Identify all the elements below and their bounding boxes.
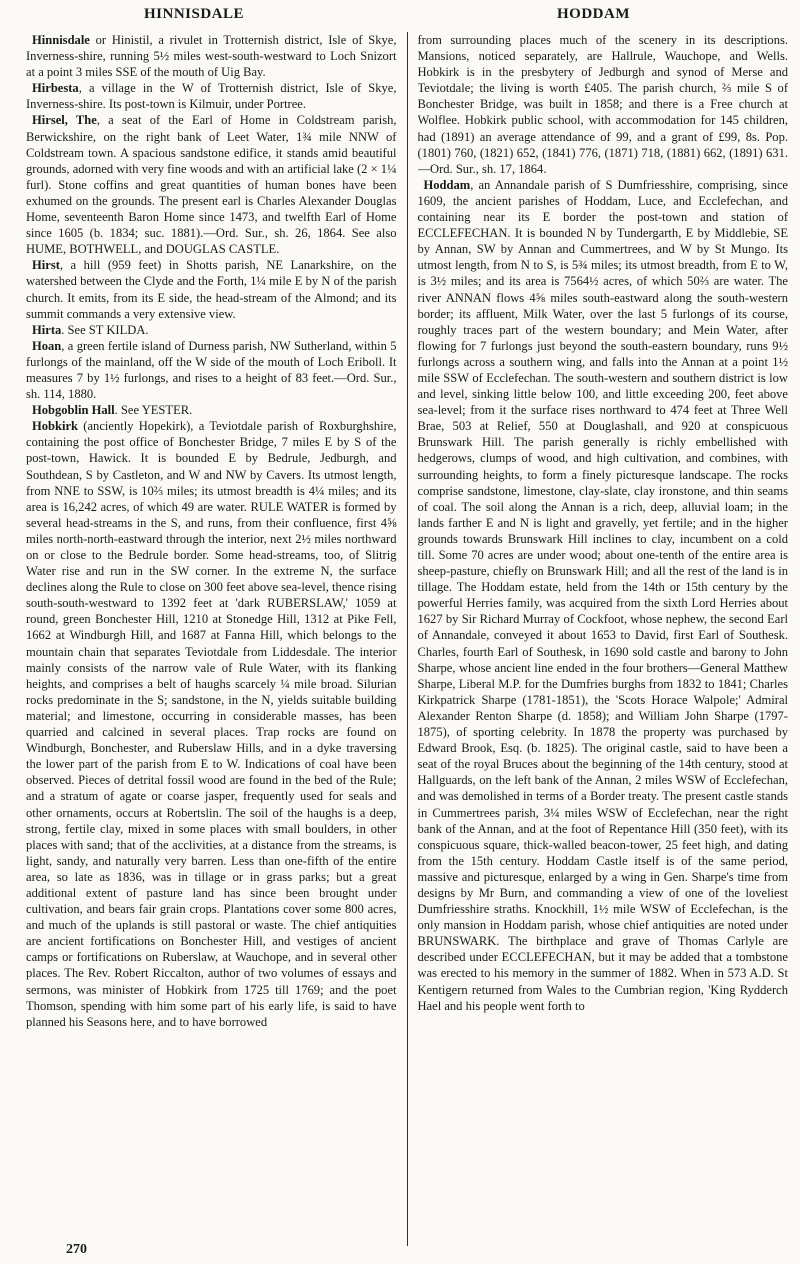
entry-text: from surrounding places much of the scenery in its descriptions. Mansions, noticed separately, are Hallrule, Wauchope, and Wells. Hobkirk is in the presbytery of Jedburgh and synod of Merse and Teviotdale; the living is worth £405. The parish church, ⅔ mile S of Bonchester Bridge, was built in 1858; and there is a Free church at Wolflee. Hobkirk public school, with accommodation for 145 children, had (1891) an average attendance of 99, and a grant of £99, 8s. Pop. (1801) 760, (1821) 652, (1841) 776, (1871) 718, (1881) 662, (1891) 631.—Ord. Sur., sh. 17, 1864. (417, 33, 788, 176)
entry-headword: Hobgoblin Hall (32, 403, 115, 418)
entry-headword: Hinnisdale (32, 33, 90, 47)
gazetteer-entry (26, 402, 397, 418)
gazetteer-entry (26, 80, 397, 112)
gazetteer-entry (26, 322, 397, 338)
entry-headword: Hirbesta (32, 81, 79, 96)
entry-text: , a green fertile island of Durness parish, NW Sutherland, within 5 furlongs of the mainland, off the W side of the mouth of Loch Eriboll. It measures 7 by 1½ furlongs, and rises to a height of 83 feet.—Ord. Sur., sh. 114, 1880. (26, 338, 397, 402)
gazetteer-entry (418, 177, 789, 1014)
entry-headword: Hoan (32, 338, 62, 353)
entry-headword: Hirta (32, 322, 62, 337)
entry-headword: Hirsel, The (32, 113, 97, 128)
entry-text: , a hill (959 feet) in Shotts parish, NE Lanarkshire, on the watershed between the Clyde and the Forth, 1¼ mile E by N of the parish church. It emits, from its E side, the head-stream of the Almond; and its summit commands a very extensive view. (26, 258, 397, 321)
gazetteer-entry (26, 338, 397, 402)
entry-text: , a village in the W of Trotternish district, Isle of Skye, Inverness-shire. Its post-town is Kilmuir, under Portree. (26, 81, 397, 112)
entry-text: or Hinistil, a rivulet in Trotternish district, Isle of Skye, Inverness-shire, running 5½ miles west-south-westward to Loch Snizort at a point 3 miles SSE of the mouth of Uig Bay. (26, 33, 397, 80)
entry-headword: Hobkirk (32, 419, 79, 434)
right-column (418, 32, 789, 1246)
gazetteer-entry (418, 32, 789, 177)
column-divider (407, 32, 408, 1246)
header-right: HODDAM (557, 6, 630, 22)
entry-text: , an Annandale parish of S Dumfriesshire, comprising, since 1609, the ancient parishes of Hoddam, Luce, and Ecclefechan, and containing near its E border the post-town and station of ECCLEFECHAN. It is bounded N by Tundergarth, E by Middlebie, SE by Annan, SW by Annan and Cummertrees, and W by St Mungo. Its utmost length, from N to S, is 5¾ miles; its utmost breadth, from E to W, is 3½ miles; and its area is 7564½ acres, of which 50⅔ are water. The river ANNAN flows 4⅝ miles south-eastward along the south-western border; its affluent, Milk Water, over the last 5 furlongs of its course, roughly traces part of the western boundary; and Mein Water, after flowing for 7 furlongs just beyond the south-eastern boundary, runs 9½ furlongs across a southern wing, and falls into the Annan at a point 1½ mile SSW of Ecclefechan. The south-western and southern district is low and level, sinking little below 100, and little exceeding 200, feet above sea-level; from it the surface rises northward to 474 feet at Three Well Brae, 503 at Relief, 550 at Douglashall, and 920 at conspicuous Brunswark Hill. The parish generally is richly embellished with hedgerows, clumps of wood, and high cultivation, and combines, with surrounding heights, to form a finely picturesque landscape. The rocks comprise sandstone, limestone, clay-slate, clay ironstone, and thin seams of coal. The soil along the Annan is a rich, deep, alluvial loam; in the lands farther E and N is light and gravelly, yet fertile; and in the higher grounds towards Brunswark Hill inclines to clay, incumbent on a cold till. Some 70 acres are under wood; about one-tenth of the entire area is sheep-pasture, chiefly on Brunswark Hill; and all the rest of the land is in tillage. The Hoddam estate, held from the 14th or 15th century by the powerful Herries family, was acquired from the sixth Lord Herries about 1627 by Sir Richard Murray of Cockfoot, whose nephew, the second Earl of Annandale, conveyed it about 1653 to David, first Earl of Southesk. Charles, fourth Earl of Southesk, in 1690 sold castle and barony to John Sharpe, whose ancient line ended in the four brothers—General Matthew Sharpe, Liberal M.P. for the Dumfries burghs from 1832 to 1841; Charles Kirkpatrick Sharpe (1781-1851), the 'Scots Horace Walpole;' Admiral Alexander Renton Sharpe (d. 1858); and William John Sharpe (1797-1875), of sporting celebrity. In 1878 the property was purchased by Edward Brook, Esq. (b. 1825). The original castle, said to have been a seat of the royal Bruces about the beginning of the 14th century, stood at Hallguards, on the left bank of the Annan, 2 miles WSW of Ecclefechan, and was demolished in terms of a Border treaty. The present castle stands in Cummertrees parish, 3¼ miles WSW of Ecclefechan, near the right bank of the Annan, and at the foot of Repentance Hill (350 feet), with its conspicuous square, thick-walled beacon-tower, 25 feet high, and dating from the 15th century. Hoddam Castle itself is of the same period, massive and picturesque, enlarged by a wing in Gen. Sharpe's time from designs by Mr Burn, and commanding a view of one of the loveliest Dumfriesshire straths. Knockhill, 1½ mile WSW of Ecclefechan, is the only mansion in Hoddam parish, whose chief antiquities are noted under BRUNSWARK. The birthplace and grave of Thomas Carlyle are described under ECCLEFECHAN, but it may be added that a tombstone was erected to his memory in the summer of 1882. When in 573 A.D. St Kentigern returned from Wales to the Cumbrian region, 'King Rydderch Hael and his people went forth to (417, 177, 788, 1013)
gazetteer-entry (26, 257, 397, 321)
left-column (26, 32, 397, 1246)
entry-headword: Hirst (32, 258, 60, 273)
entry-text: . See YESTER. (114, 403, 193, 418)
gazetteer-entry (26, 32, 397, 80)
entry-text: . See ST KILDA. (61, 322, 149, 337)
running-header (26, 6, 788, 30)
gazetteer-entry (26, 418, 397, 1030)
header-left: HINNISDALE (144, 6, 245, 22)
entry-text: (anciently Hopekirk), a Teviotdale parish of Roxburghshire, containing the post office of Bonchester Bridge, 7 miles E by S of the post-town, Hawick. It is bounded E by Bedrule, Jedburgh, and Southdean, S by Castleton, and W and NW by Cavers. Its utmost length, from NNE to SSW, is 10⅔ miles; its utmost breadth is 4¼ miles; and its area is 16,242 acres, of which 49 are water. RULE WATER is formed by several head-streams in the S, and runs, from their confluence, first 4⅝ miles north-north-eastward through the interior, next 2½ miles northward on or close to the Bedrule border. Some head-streams, too, of Slitrig Water rise and run in the SW corner. In the extreme N, the surface declines along the Rule to close on 300 feet above sea-level, thence rising south-south-westward to 1392 feet at 'dark RUBERSLAW,' 1059 at round, green Bonchester Hill, 1210 at Stonedge Hill, 1312 at Pike Fell, 1662 at Windburgh Hill, and 1687 at Fanna Hill, which belongs to the mountain chain that separates Teviotdale from Liddesdale. The interior mainly consists of the narrow vale of Rule Water, with its flanking heights, and comprises a belt of haughs scarcely ¼ mile broad. Silurian rocks predominate in the S; sandstone, in the N, yields suitable building material; and limestone, occurring in considerable masses, has been quarried and calcined in several places. Trap rocks are found on Windburgh, Bonchester, and Ruberslaw Hills, and in a dyke traversing the lower part of the parish from E to W. Indications of coal have been observed. Pieces of detrital fossil wood are found in the bed of the Rule; and a stratum of agate or coarse jasper, frequently used for seals and other ornaments, occurs at Robertslin. The soil of the haughs is a deep, strong, fertile clay, mixed in some places with small boulders, in other places with sand; that of the acclivities, at a distance from the streams, is light, sandy, and naturally very barren. Less than one-fifth of the entire area, so late as 1836, was in tillage or in grass parks; but a great additional extent of pasture land has since been brought under cultivation, and bears fair grain crops. Plantations cover some 800 acres, and much of the uplands is still pastoral or waste. The chief antiquities are ancient fortifications on Bonchester Hill, and vestiges of ancient camps or fortifications on Ruberslaw, at Wauchope, and in several other places. The Rev. Robert Riccalton, author of two volumes of essays and sermons, was minister of Hobkirk from 1725 till 1769; and the poet Thomson, spending with him some part of his early life, is said to have planned his Seasons here, and to have borrowed (26, 419, 397, 1029)
text-columns (26, 32, 788, 1246)
entry-headword: Hoddam (423, 177, 471, 192)
gazetteer-entry (26, 112, 397, 257)
page-number: 270 (66, 1242, 87, 1257)
entry-text: , a seat of the Earl of Home in Coldstream parish, Berwickshire, on the right bank of Leet Water, 1¾ mile NNW of Coldstream town. A spacious sandstone edifice, it stands amid beautiful grounds, adorned with very fine woods and with an artificial lake (2 × 1¼ furl). Stone coffins and great quantities of human bones have been exhumed on the grounds. The present earl is Charles Alexander Douglas Home, seventeenth Baron Home since 1473, and twelfth Earl of Home since 1605 (b. 1834; suc. 1881).—Ord. Sur., sh. 26, 1864. See also HUME, BOTHWELL, and DOUGLAS CASTLE. (26, 113, 397, 257)
